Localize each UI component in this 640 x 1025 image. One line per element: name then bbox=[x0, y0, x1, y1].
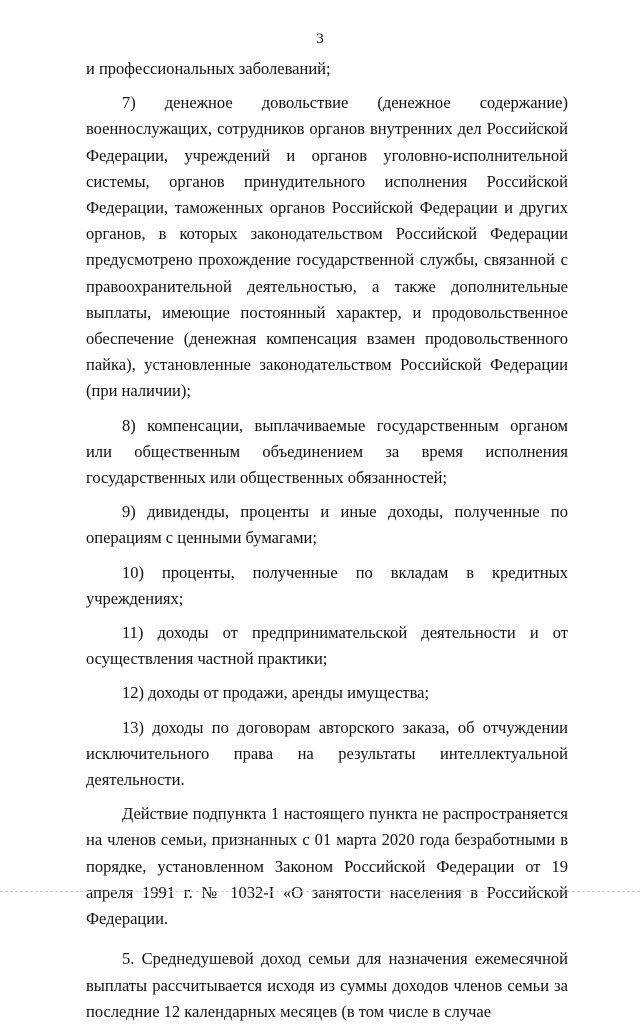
document-body bbox=[86, 56, 568, 1025]
paragraph-item-12: 12) доходы от продажи, аренды имущества; bbox=[122, 683, 430, 703]
paragraph-item-8: 8) компенсации, выплачиваемые государственным органом или общественным объединением за время исполнения государственных или общественных обязанностей; bbox=[86, 415, 568, 488]
paragraph-subpoint-note: Действие подпункта 1 настоящего пункта не распространяется на членов семьи, признанных с 01 марта 2020 года безработными в порядке, установленном Законом Российской Федерации от 19 апреля 1991 г. № 1032-I «О занятости населения в Российской Федерации. bbox=[86, 804, 568, 929]
paragraph-item-11: 11) доходы от предпринимательской деятельности и от осуществления частной практики; bbox=[86, 623, 568, 669]
paragraph-continuation: и профессиональных заболеваний; bbox=[86, 59, 331, 78]
paragraph-item-9: 9) дивиденды, проценты и иные доходы, полученные по операциям с ценными бумагами; bbox=[86, 502, 568, 548]
page-bottom-edge bbox=[0, 891, 640, 892]
paragraph-point-5: 5. Среднедушевой доход семьи для назначения ежемесячной выплаты рассчитывается исходя из суммы доходов членов семьи за последние 12 календарных месяцев (в том числе в случае bbox=[86, 949, 568, 1021]
paragraph-item-7: 7) денежное довольствие (денежное содержание) военнослужащих, сотрудников органов внутренних дел Российской Федерации, учреждений и органов уголовно-исполнительной системы, органов принудительного исполнения Российской Федерации, таможенных органов Российской Федерации и других органов, в которых законодательством Российской Федерации предусмотрено прохождение государственной службы, связанной с правоохранительной деятельностью, а также дополнительные выплаты, имеющие постоянный характер, и продовольственное обеспечение (денежная компенсация взамен продовольственного пайка), установленные законодательством Российской Федерации (при наличии); bbox=[86, 93, 568, 401]
paragraph-item-13: 13) доходы по договорам авторского заказа, об отчуждении исключительного права на результаты интеллектуальной деятельности. bbox=[86, 717, 568, 790]
paragraph-item-10: 10) проценты, полученные по вкладам в кредитных учреждениях; bbox=[86, 562, 568, 608]
page-number: 3 bbox=[316, 31, 324, 47]
